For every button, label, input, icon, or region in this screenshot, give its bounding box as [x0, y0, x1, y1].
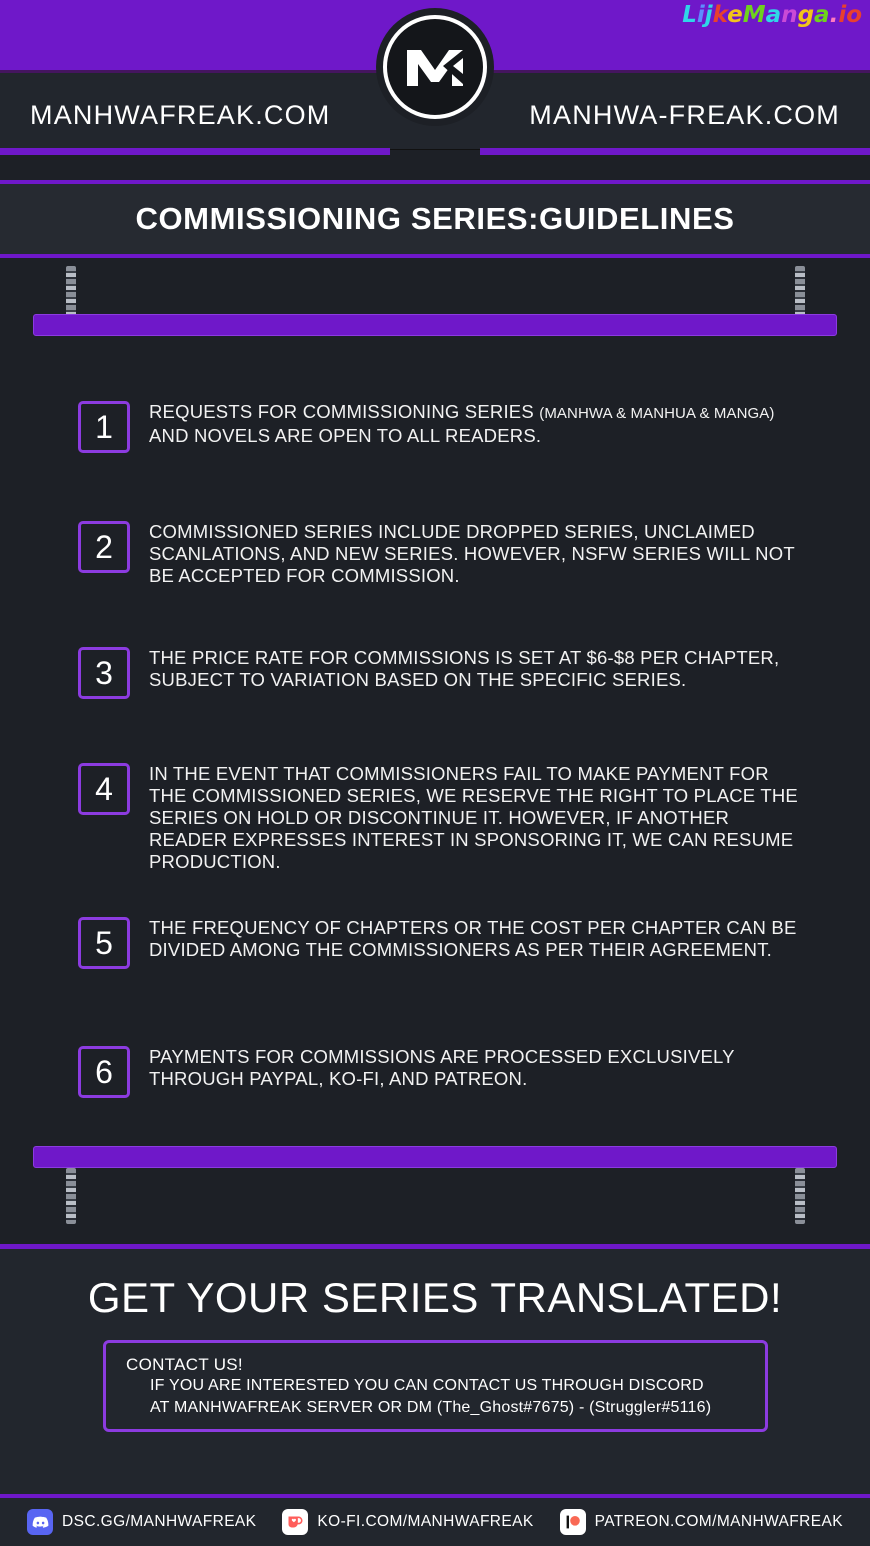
page-title: COMMISSIONING SERIES:GUIDELINES [135, 201, 735, 236]
rule-item-5 [78, 917, 809, 969]
contact-title: CONTACT US! [126, 1355, 243, 1374]
site-domain-left: MANHWAFREAK.COM [30, 100, 331, 130]
contact-box [103, 1340, 768, 1432]
header-rule-left [0, 148, 390, 155]
brand-logo-icon [383, 15, 487, 119]
rule-text-1 [149, 401, 809, 447]
social-link-discord[interactable] [27, 1509, 256, 1535]
rule-number-1: 1 [78, 401, 130, 453]
social-link-kofi[interactable] [282, 1509, 533, 1535]
rule-text-1-part-2: (MANHWA & MANHUA & MANGA) [539, 405, 775, 422]
logo-container [376, 8, 494, 126]
discord-icon [27, 1509, 53, 1535]
cta-title: GET YOUR SERIES TRANSLATED! [87, 1274, 783, 1321]
social-bar [0, 1494, 870, 1546]
rule-text-1-part-1: REQUESTS FOR COMMISSIONING SERIES [149, 401, 540, 422]
kofi-icon [282, 1509, 308, 1535]
rule-item-2 [78, 521, 809, 587]
rule-number-6: 6 [78, 1046, 130, 1098]
rule-text-6: PAYMENTS FOR COMMISSIONS ARE PROCESSED EXCLUSIVELY THROUGH PAYPAL, KO-FI, AND PATREON. [149, 1046, 735, 1089]
divider-bar-bottom [33, 1146, 837, 1168]
rule-item-3 [78, 647, 809, 699]
rule-text-4: IN THE EVENT THAT COMMISSIONERS FAIL TO MAKE PAYMENT FOR THE COMMISSIONED SERIES, WE RESERVE THE RIGHT TO PLACE THE SERIES ON HOLD OR DISCONTINUE IT. HOWEVER, IF ANOTHER READER EXPRESSES INTEREST IN SPONSORING IT, WE CAN RESUME PRODUCTION. [149, 763, 798, 872]
divider-bar-top [33, 314, 837, 336]
chain-bottom-left [66, 1168, 76, 1224]
rule-number-5: 5 [78, 917, 130, 969]
header-rule-right [480, 148, 870, 155]
rule-text-1-part-3: AND NOVELS ARE OPEN TO ALL READERS. [149, 425, 542, 446]
title-band [0, 180, 870, 258]
site-watermark: LijkeManga.io [682, 2, 862, 28]
patreon-label: PATREON.COM/MANHWAFREAK [594, 1513, 843, 1530]
site-domain-right: MANHWA-FREAK.COM [529, 100, 840, 130]
rule-text-3: THE PRICE RATE FOR COMMISSIONS IS SET AT $6-$8 PER CHAPTER, SUBJECT TO VARIATION BASED ON THE SPECIFIC SERIES. [149, 647, 780, 690]
rule-item-1 [78, 401, 809, 453]
rule-text-2: COMMISSIONED SERIES INCLUDE DROPPED SERIES, UNCLAIMED SCANLATIONS, AND NEW SERIES. HOWEVER, NSFW SERIES WILL NOT BE ACCEPTED FOR COMMISSION. [149, 521, 795, 586]
rule-item-6 [78, 1046, 809, 1098]
patreon-icon [560, 1509, 586, 1535]
contact-line-2: AT MANHWAFREAK SERVER OR DM (The_Ghost#7675) - (Struggler#5116) [150, 1399, 712, 1416]
chain-bottom-right [795, 1168, 805, 1224]
discord-label: DSC.GG/MANHWAFREAK [62, 1513, 257, 1530]
contact-line-1: IF YOU ARE INTERESTED YOU CAN CONTACT US THROUGH DISCORD [150, 1377, 704, 1394]
social-link-patreon[interactable] [560, 1509, 843, 1535]
rule-item-4 [78, 763, 809, 873]
rule-number-2: 2 [78, 521, 130, 573]
rule-number-3: 3 [78, 647, 130, 699]
rule-number-4: 4 [78, 763, 130, 815]
kofi-label: KO-FI.COM/MANHWAFREAK [317, 1513, 534, 1530]
rule-text-5: THE FREQUENCY OF CHAPTERS OR THE COST PER CHAPTER CAN BE DIVIDED AMONG THE COMMISSIONERS AS PER THEIR AGREEMENT. [149, 917, 797, 960]
